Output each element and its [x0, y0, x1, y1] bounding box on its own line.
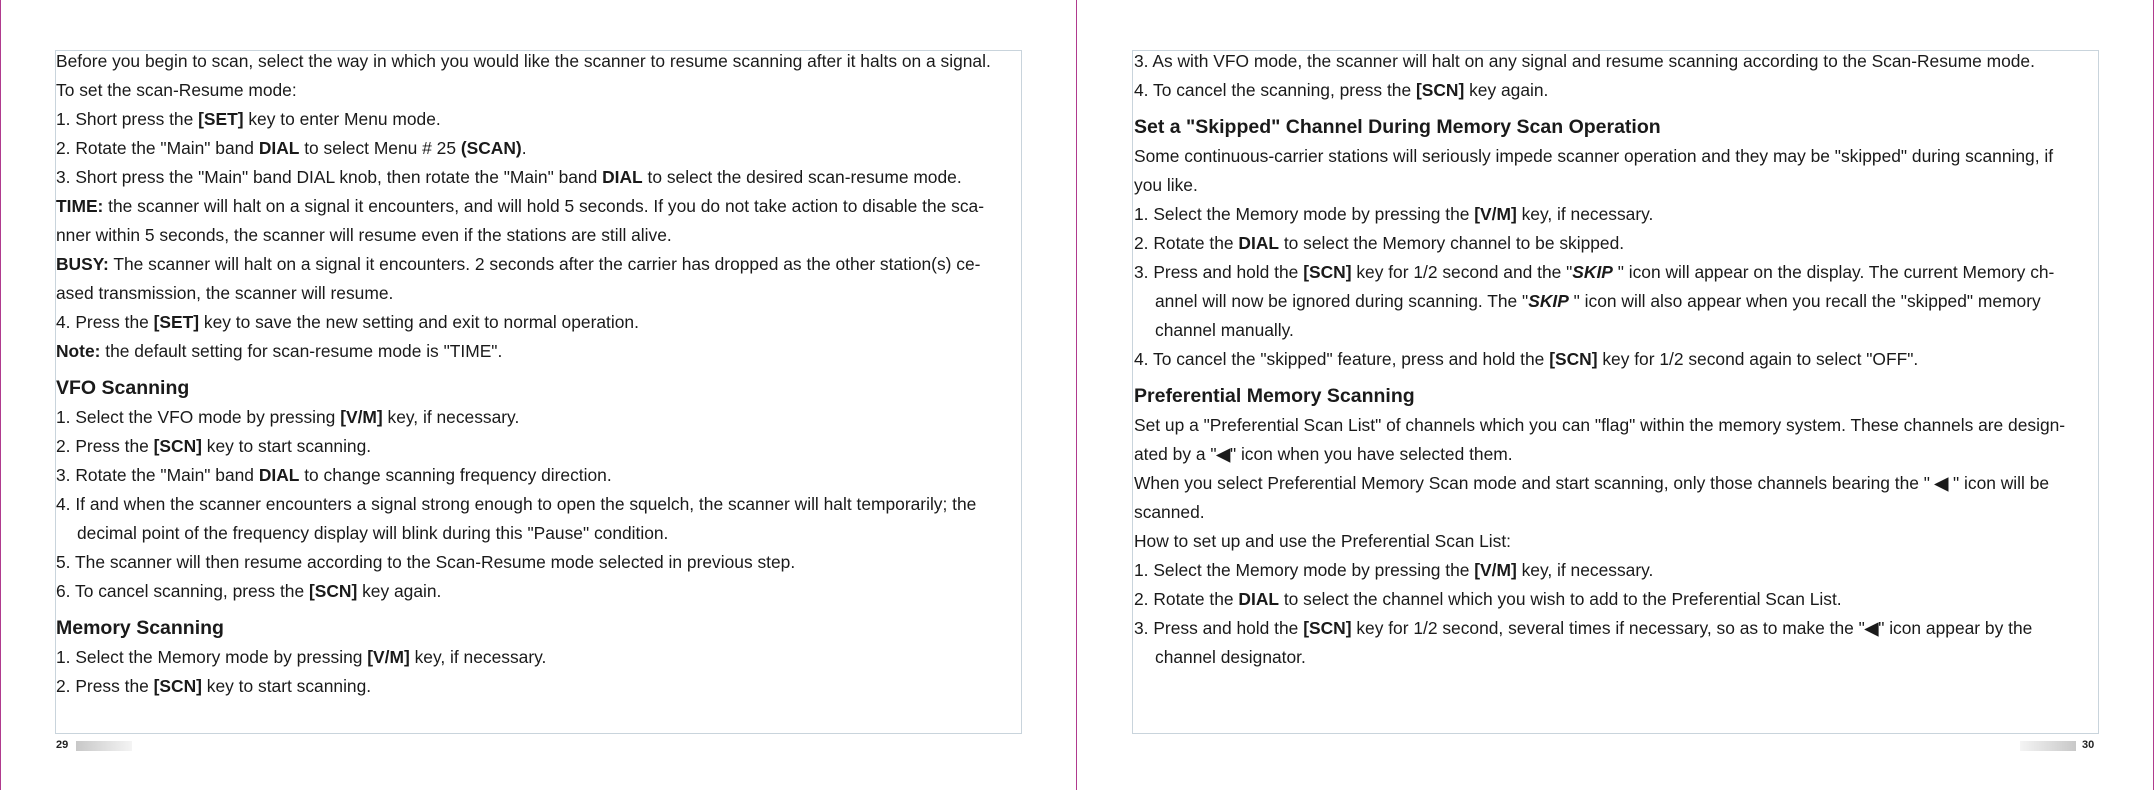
busy-option-cont: ased transmission, the scanner will resume. [56, 283, 394, 303]
skip-step-3-cont: annel will now be ignored during scanning. The "SKIP " icon will also appear when you recall the "skipped" memory [1155, 291, 2041, 311]
right-page-text [1134, 47, 2065, 672]
right-page-bar [2020, 741, 2076, 751]
preferential-scanning-heading: Preferential Memory Scanning [1134, 385, 1415, 407]
flag-icon: ◀ [1864, 618, 1879, 638]
step-4: 4. Press the [SET] key to save the new setting and exit to normal operation. [56, 312, 639, 332]
skip-intro: Some continuous-carrier stations will seriously impede scanner operation and they may be "skipped" during scanning, if [1134, 146, 2054, 166]
pref-how: How to set up and use the Preferential Scan List: [1134, 531, 1512, 551]
step-3: 3. Short press the "Main" band DIAL knob, then rotate the "Main" band DIAL to select the desired scan-resume mode. [56, 167, 962, 187]
skip-step-3: 3. Press and hold the [SCN] key for 1/2 second and the "SKIP " icon will appear on the display. The current Memory ch- [1134, 262, 2055, 282]
flag-icon: ◀ [1934, 473, 1949, 493]
vfo-step-3: 3. Rotate the "Main" band DIAL to change scanning frequency direction. [56, 465, 612, 485]
pref-step-2: 2. Rotate the DIAL to select the channel which you wish to add to the Preferential Scan List. [1134, 589, 1842, 609]
vfo-step-2: 2. Press the [SCN] key to start scanning. [56, 436, 372, 456]
skip-step-3-end: channel manually. [1155, 320, 1294, 340]
vfo-step-1: 1. Select the VFO mode by pressing [V/M] key, if necessary. [56, 407, 520, 427]
intro-text: Before you begin to scan, select the way in which you would like the scanner to resume scanning after it halts on a signal. [56, 51, 991, 71]
memory-scanning-heading: Memory Scanning [56, 617, 224, 639]
mem-step-2: 2. Press the [SCN] key to start scanning. [56, 676, 372, 696]
mem-step-3: 3. As with VFO mode, the scanner will halt on any signal and resume scanning according to the Scan-Resume mode. [1134, 51, 2035, 71]
skipped-channel-heading: Set a "Skipped" Channel During Memory Scan Operation [1134, 116, 1661, 138]
vfo-step-6: 6. To cancel scanning, press the [SCN] key again. [56, 581, 442, 601]
left-page-edge [0, 0, 1, 790]
vfo-step-4: 4. If and when the scanner encounters a signal strong enough to open the squelch, the scanner will halt temporarily; the [56, 494, 977, 514]
right-page-number: 30 [2082, 739, 2095, 751]
skip-step-4: 4. To cancel the "skipped" feature, press and hold the [SCN] key for 1/2 second again to select "OFF". [1134, 349, 1919, 369]
pref-step-3: 3. Press and hold the [SCN] key for 1/2 second, several times if necessary, so as to make the "◀" icon appear by the [1134, 618, 2033, 638]
vfo-step-4-cont: decimal point of the frequency display will blink during this "Pause" condition. [77, 523, 669, 543]
pref-intro: Set up a "Preferential Scan List" of channels which you can "flag" within the memory system. These channels are design- [1134, 415, 2066, 435]
skip-step-1: 1. Select the Memory mode by pressing the [V/M] key, if necessary. [1134, 204, 1654, 224]
setup-text: To set the scan-Resume mode: [56, 80, 297, 100]
skip-step-2: 2. Rotate the DIAL to select the Memory channel to be skipped. [1134, 233, 1625, 253]
pref-intro-cont: ated by a "◀" icon when you have selected them. [1134, 444, 1513, 464]
pref-step-1: 1. Select the Memory mode by pressing the [V/M] key, if necessary. [1134, 560, 1654, 580]
skip-icon: SKIP [1528, 291, 1569, 311]
pref-select-cont: scanned. [1134, 502, 1205, 522]
vfo-step-5: 5. The scanner will then resume according to the Scan-Resume mode selected in previous step. [56, 552, 796, 572]
time-option-cont: nner within 5 seconds, the scanner will resume even if the stations are still alive. [56, 225, 672, 245]
time-option: TIME: the scanner will halt on a signal it encounters, and will hold 5 seconds. If you do not take action to disable the sca- [56, 196, 985, 216]
note-text: Note: the default setting for scan-resume mode is "TIME". [56, 341, 503, 361]
vfo-scanning-heading: VFO Scanning [56, 377, 190, 399]
mem-step-1: 1. Select the Memory mode by pressing [V/M] key, if necessary. [56, 647, 547, 667]
flag-icon: ◀ [1216, 444, 1230, 464]
left-page-text [56, 47, 991, 701]
pref-step-3-cont: channel designator. [1155, 647, 1306, 667]
skip-intro-cont: you like. [1134, 175, 1198, 195]
left-page-bar [76, 741, 132, 751]
pref-select: When you select Preferential Memory Scan mode and start scanning, only those channels bearing the " ◀ " icon will be [1134, 473, 2050, 493]
busy-option: BUSY: The scanner will halt on a signal it encounters. 2 seconds after the carrier has dropped as the other station(s) ce- [56, 254, 981, 274]
step-1: 1. Short press the [SET] key to enter Menu mode. [56, 109, 441, 129]
left-page-number: 29 [56, 739, 69, 751]
page-divider [1076, 0, 1077, 790]
skip-icon: SKIP [1572, 262, 1613, 282]
step-2: 2. Rotate the "Main" band DIAL to select Menu # 25 (SCAN). [56, 138, 527, 158]
mem-step-4: 4. To cancel the scanning, press the [SCN] key again. [1134, 80, 1549, 100]
